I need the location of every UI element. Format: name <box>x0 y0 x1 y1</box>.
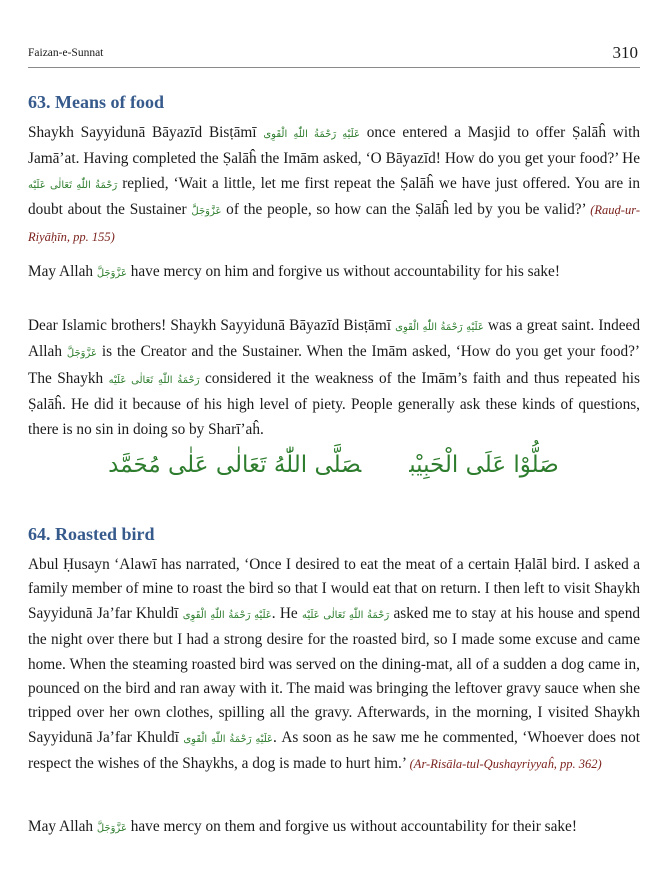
arabic-honorific: رَحْمَةُ اللّٰهِ تَعَالٰی عَلَيْه <box>28 179 118 191</box>
arabic-honorific: عَزَّوَجَلَّ <box>96 823 127 834</box>
paragraph: May Allah عَزَّوَجَلَّ have mercy on him and forgive us without accountability for his sake! <box>28 263 560 280</box>
durood-calligraphy <box>0 452 667 478</box>
section-heading-means-of-food: 63. Means of food <box>28 92 164 112</box>
paragraph: Dear Islamic brothers! Shaykh Sayyidunā Bāyazīd Bisṭāmī عَلَيْهِ رَحْمَةُ اللّٰهِ الْقَوِى was a great saint. Indeed Allah عَزَّوَجَلَّ is the Creator and the Sustainer. When the Imām asked, ‘How do you get your food?’ The Shaykh رَحْمَةُ اللّٰهِ تَعَالٰی عَلَيْه considered it the weakness of the Imām’s faith and thus repeated his Ṣalāĥ. He did it because of his high level of piety. People generally ask these kinds of questions, there is no sin in doing so by Sharī’aĥ. <box>28 317 640 438</box>
running-title: Faizan-e-Sunnat <box>28 47 104 59</box>
section-heading-roasted-bird: 64. Roasted bird <box>28 524 155 544</box>
arabic-honorific: رَحْمَةُ اللّٰهِ تَعَالٰی عَلَيْه <box>108 374 200 386</box>
paragraph: Abul Ḥusayn ‘Alawī has narrated, ‘Once I desired to eat the meat of a certain Ḥalāl bird. I asked a family member of mine to roast the bird so that I would eat that on return. I then left to visit Shaykh Sayyidunā Ja’far Khuldī عَلَيْهِ رَحْمَةُ اللّٰهِ الْقَوِى. He رَحْمَةُ اللّٰهِ تَعَالٰی عَلَيْه asked me to stay at his house and spend the night over there but I had a strong desire for the roasted bird, so I made some excuse and came home. When the steaming roasted bird was served on the dining-mat, all of a sudden a dog came in, pounced on the bird and ran away with it. The maid was bringing the leftover gravy sauce when she tripped over her own clothes, spilling all the gravy. Afterwards, in the morning, I visited Shaykh Sayyidunā Ja’far Khuldī عَلَيْهِ رَحْمَةُ اللّٰهِ الْقَوِى. As soon as he saw me he commented, ‘Whoever does not respect the wishes of the Shaykhs, a dog is made to hurt him.’ (Ar-Risāla-tul-Qushayriyyaĥ, pp. 362) <box>28 556 641 773</box>
arabic-honorific: عَلَيْهِ رَحْمَةُ اللّٰهِ الْقَوِى <box>263 129 360 140</box>
arabic-honorific: عَزَّوَجَلَّ <box>66 348 97 360</box>
paragraph: May Allah عَزَّوَجَلَّ have mercy on them and forgive us without accountability for their sake! <box>28 818 577 835</box>
arabic-honorific: عَزَّوَجَلَّ <box>96 268 127 279</box>
durood-left: صَلَّى اللّٰهُ تَعَالٰى عَلٰى مُحَمَّد <box>108 452 362 478</box>
arabic-honorific: عَلَيْهِ رَحْمَةُ اللّٰهِ الْقَوِى <box>182 609 272 621</box>
header-divider <box>28 67 640 68</box>
arabic-honorific: عَلَيْهِ رَحْمَةُ اللّٰهِ الْقَوِى <box>183 733 274 745</box>
citation: (Ar-Risāla-tul-Qushayriyyaĥ, pp. 362) <box>409 757 602 772</box>
arabic-honorific: رَحْمَةُ اللّٰهِ تَعَالٰی عَلَيْه <box>301 609 390 621</box>
page-number: 310 <box>612 43 638 62</box>
citation: (Rauḍ-ur-Riyāḥīn, pp. 155) <box>28 203 640 244</box>
durood-right: صَلُّوْا عَلَى الْحَبِيْب <box>409 452 559 478</box>
arabic-honorific: عَلَيْهِ رَحْمَةُ اللّٰهِ الْقَوِى <box>395 322 484 333</box>
paragraph: Shaykh Sayyidunā Bāyazīd Bisṭāmī عَلَيْهِ رَحْمَةُ اللّٰهِ الْقَوِى once entered a Masjid to offer Ṣalāĥ with Jamā’at. Having completed the Ṣalāĥ the Imām asked, ‘O Bāyazīd! How do you get your food?’ He رَحْمَةُ اللّٰهِ تَعَالٰی عَلَيْه replied, ‘Wait a little, let me first repeat the Ṣalāĥ we have just offered. You are in doubt about the Sustainer عَزَّوَجَلَّ of the people, so how can the Ṣalāĥ led by you be valid?’ (Rauḍ-ur-Riyāḥīn, pp. 155) <box>28 124 640 244</box>
arabic-honorific: عَزَّوَجَلَّ <box>191 206 222 218</box>
